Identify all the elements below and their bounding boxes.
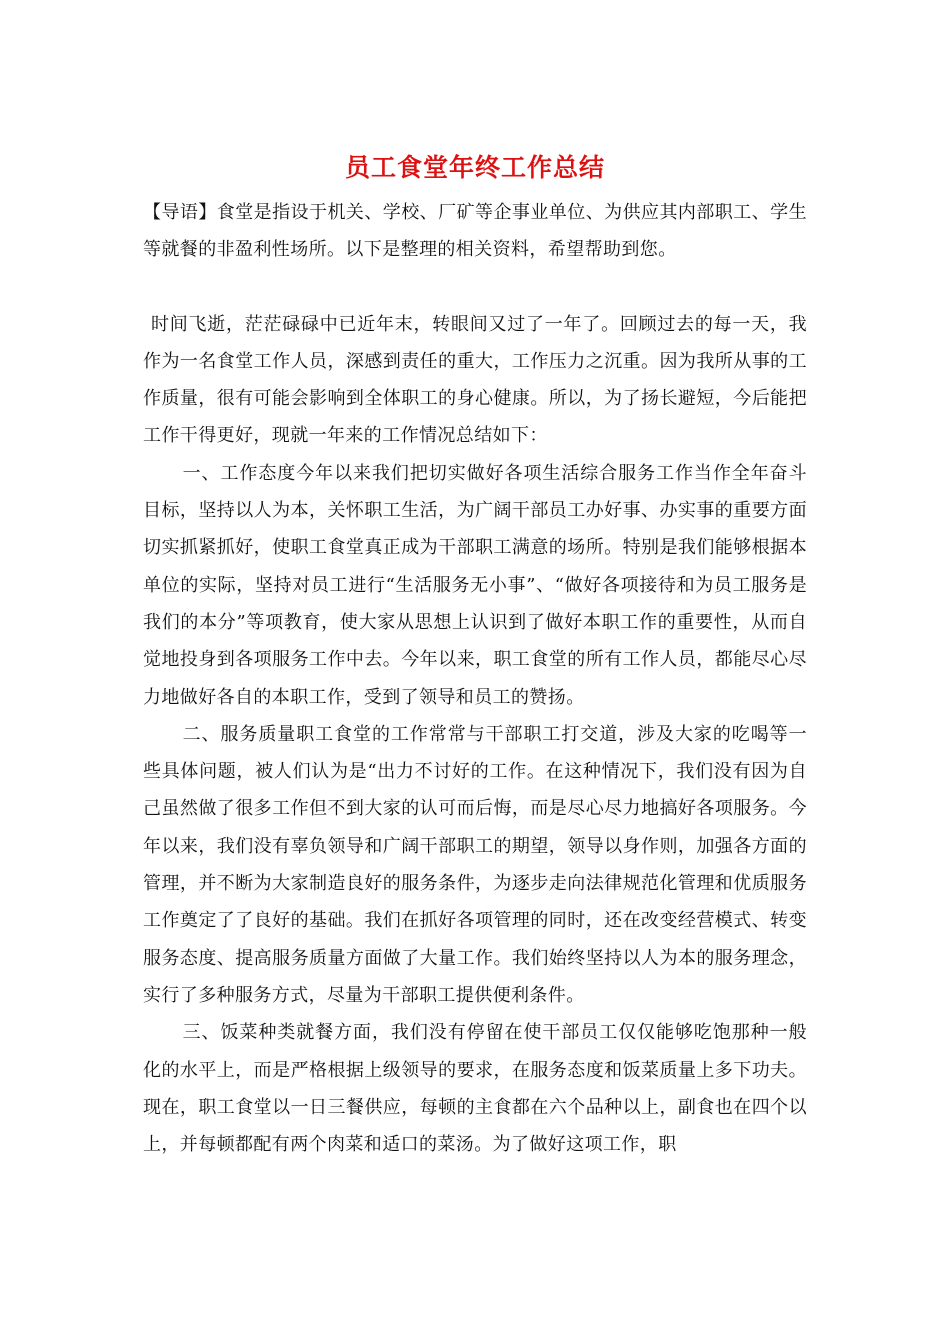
document-body — [143, 194, 807, 1163]
body-paragraph-3: 二、服务质量职工食堂的工作常常与干部职工打交道，涉及大家的吃喝等一些具体问题，被人们认为是“出力不讨好的工作。在这种情况下，我们没有因为自己虽然做了很多工作但不到大家的认可而后悔，而是尽心尽力地搞好各项服务。今年以来，我们没有辜负领导和广阔干部职工的期望，领导以身作则，加强各方面的管理，并不断为大家制造良好的服务条件，为逐步走向法律规范化管理和优质服务工作奠定了了良好的基础。我们在抓好各项管理的同时，还在改变经营模式、转变服务态度、提高服务质量方面做了大量工作。我们始终坚持以人为本的服务理念，实行了多种服务方式，尽量为干部职工提供便利条件。 — [143, 723, 807, 1006]
body-paragraph-4: 三、饭菜种类就餐方面，我们没有停留在使干部员工仅仅能够吃饱那种一般化的水平上，而是严格根据上级领导的要求，在服务态度和饭菜质量上多下功夫。现在，职工食堂以一日三餐供应，每顿的主食都在六个品种以上，副食也在四个以上，并每顿都配有两个肉菜和适口的菜汤。为了做好这项工作，职 — [143, 1022, 807, 1156]
body-paragraph-2: 一、工作态度今年以来我们把切实做好各项生活综合服务工作当作全年奋斗目标，坚持以人为本，关怀职工生活，为广阔干部员工办好事、办实事的重要方面切实抓紧抓好，使职工食堂真正成为干部职工满意的场所。特别是我们能够根据本单位的实际，坚持对员工进行“生活服务无小事”、“做好各项接待和为员工服务是我们的本分”等项教育，使大家从思想上认识到了做好本职工作的重要性，从而自觉地投身到各项服务工作中去。今年以来，职工食堂的所有工作人员，都能尽心尽力地做好各自的本职工作，受到了领导和员工的赞扬。 — [143, 462, 807, 708]
body-paragraph-1: 时间飞逝，茫茫碌碌中已近年末，转眼间又过了一年了。回顾过去的每一天，我作为一名食堂工作人员，深感到责任的重大，工作压力之沉重。因为我所从事的工作质量，很有可能会影响到全体职工的身心健康。所以，为了扬长避短，今后能把工作干得更好，现就一年来的工作情况总结如下： — [143, 313, 807, 447]
document-title: 员工食堂年终工作总结 — [344, 153, 605, 182]
intro-paragraph: 【导语】食堂是指设于机关、学校、厂矿等企事业单位、为供应其内部职工、学生等就餐的非盈利性场所。以下是整理的相关资料，希望帮助到您。 — [143, 202, 807, 261]
